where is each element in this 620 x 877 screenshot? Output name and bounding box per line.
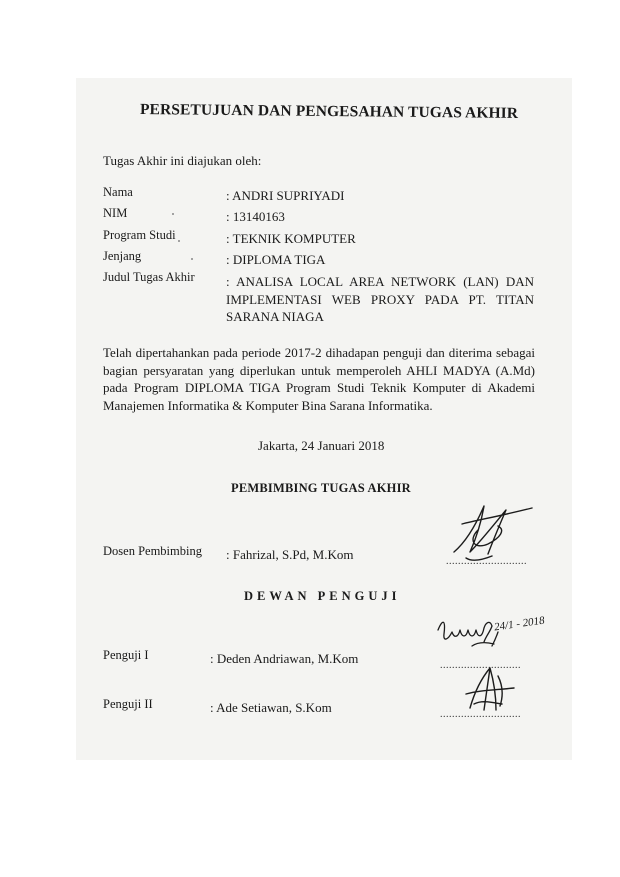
scan-speck [178,240,180,242]
penguji-2-role: Penguji II [103,697,153,711]
penguji-2-name: : Ade Setiawan, S.Kom [210,700,332,715]
place-date: Jakarta, 24 Januari 2018 [258,438,385,453]
field-value-nama: : ANDRI SUPRIYADI [226,188,345,203]
pembimbing-signature [448,500,538,568]
intro-text: Tugas Akhir ini diajukan oleh: [103,153,262,168]
document-title: PERSETUJUAN DAN PENGESAHAN TUGAS AKHIR [139,101,519,122]
approval-paragraph: Telah dipertahankan pada periode 2017-2 dihadapan penguji dan diterima sebagai bagian persyaratan yang diperlukan untuk memperoleh AHLI MADYA (A.Md) pada Program DIPLOMA TIGA Program Studi Teknik Komputer di Akademi Manajemen Informatika & Komputer Bina Sarana Informatika. [103,345,535,413]
pembimbing-heading: PEMBIMBING TUGAS AKHIR [231,481,411,495]
scan-speck [172,213,174,215]
penguji-2-signature-line: ........................... [440,709,521,720]
penguji-1-signature-line: ........................... [440,660,521,671]
field-label-judul: Judul Tugas Akhir [103,270,195,284]
field-value-jenjang: : DIPLOMA TIGA [226,252,326,267]
penguji-1-name: : Deden Andriawan, M.Kom [210,651,359,666]
field-value-program-studi: : TEKNIK KOMPUTER [226,231,356,246]
dewan-heading: DEWAN PENGUJI [244,589,401,603]
field-label-program-studi: Program Studi [103,228,176,242]
field-label-nama: Nama [103,185,133,199]
pembimbing-signature-line: ........................... [446,556,527,567]
field-label-jenjang: Jenjang [103,249,142,263]
penguji-1-signature-date: 24/1 - 2018 [493,614,546,634]
penguji-1-role: Penguji I [103,648,149,662]
pembimbing-role: Dosen Pembimbing [103,544,202,558]
field-label-nim: NIM [103,206,128,220]
pembimbing-name: : Fahrizal, S.Pd, M.Kom [226,547,354,562]
field-value-nim: : 13140163 [226,209,285,224]
penguji-2-signature [460,664,520,714]
field-value-judul: : ANALISA LOCAL AREA NETWORK (LAN) DAN IMPLEMENTASI WEB PROXY PADA PT. TITAN SARANA NIAGA [226,274,534,324]
scan-speck [191,258,193,260]
